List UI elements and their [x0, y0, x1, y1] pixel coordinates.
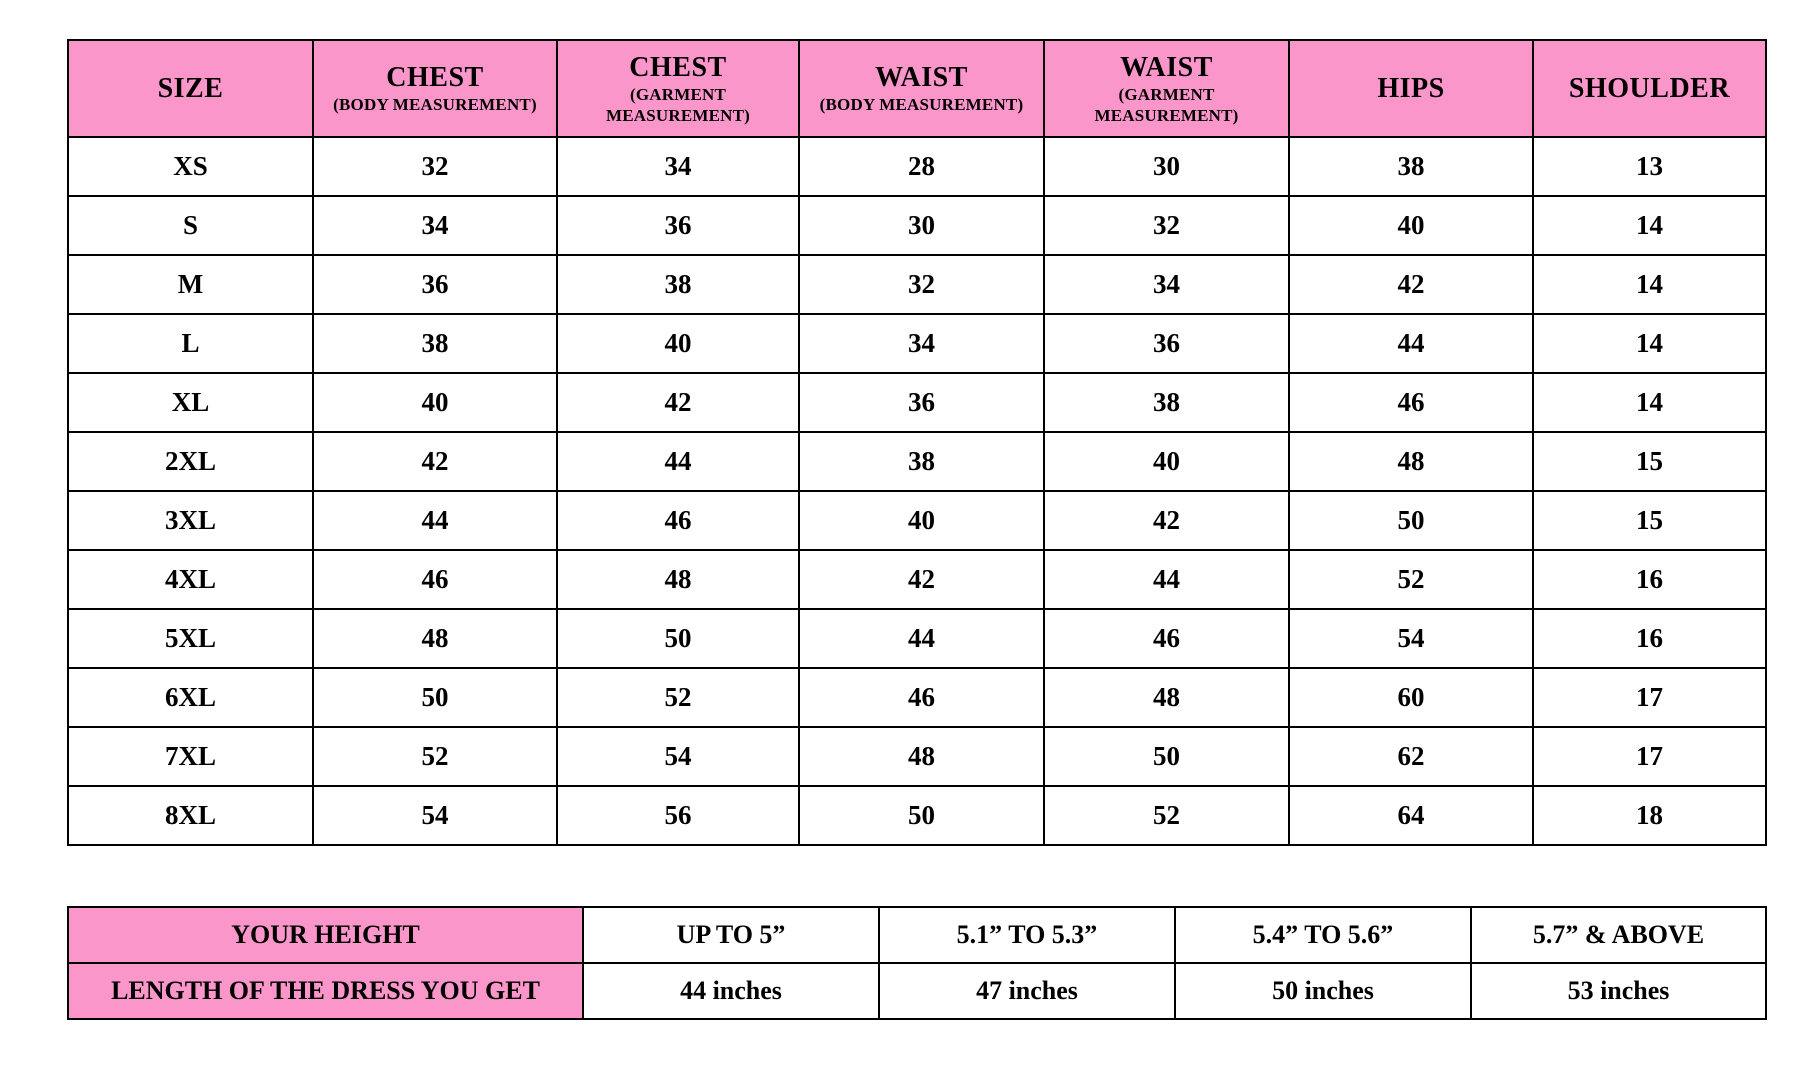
waist-garment-cell: 36	[1044, 314, 1289, 373]
shoulder-cell: 14	[1533, 373, 1766, 432]
waist-body-cell: 42	[799, 550, 1044, 609]
shoulder-cell: 16	[1533, 550, 1766, 609]
shoulder-cell: 14	[1533, 314, 1766, 373]
chest-garment-cell: 54	[557, 727, 799, 786]
hips-cell: 52	[1289, 550, 1533, 609]
waist-body-cell: 32	[799, 255, 1044, 314]
hips-cell: 44	[1289, 314, 1533, 373]
table-row-xs	[68, 137, 1766, 196]
waist-garment-cell: 52	[1044, 786, 1289, 845]
header-waist-body	[799, 40, 1044, 137]
chest-garment-cell: 38	[557, 255, 799, 314]
table-row-m	[68, 255, 1766, 314]
waist-body-cell: 28	[799, 137, 1044, 196]
chest-garment-cell: 34	[557, 137, 799, 196]
header-chest-body-label: CHEST	[386, 62, 484, 93]
size-label: XS	[68, 137, 313, 196]
chest-body-cell: 42	[313, 432, 557, 491]
waist-body-cell: 46	[799, 668, 1044, 727]
waist-body-cell: 40	[799, 491, 1044, 550]
waist-garment-cell: 34	[1044, 255, 1289, 314]
chest-body-cell: 38	[313, 314, 557, 373]
table-row-4xl	[68, 550, 1766, 609]
size-label: XL	[68, 373, 313, 432]
size-label: 6XL	[68, 668, 313, 727]
height-range-cell: 5.4” TO 5.6”	[1175, 907, 1471, 963]
shoulder-cell: 13	[1533, 137, 1766, 196]
chest-body-cell: 40	[313, 373, 557, 432]
waist-garment-cell: 46	[1044, 609, 1289, 668]
waist-garment-cell: 38	[1044, 373, 1289, 432]
waist-body-cell: 44	[799, 609, 1044, 668]
header-waist-garment	[1044, 40, 1289, 137]
chest-garment-cell: 48	[557, 550, 799, 609]
chest-body-cell: 46	[313, 550, 557, 609]
shoulder-cell: 15	[1533, 432, 1766, 491]
chest-garment-cell: 42	[557, 373, 799, 432]
header-hips	[1289, 40, 1533, 137]
chest-garment-cell: 52	[557, 668, 799, 727]
dress-length-cell: 44 inches	[583, 963, 879, 1019]
dress-length-cell: 47 inches	[879, 963, 1175, 1019]
size-label: M	[68, 255, 313, 314]
chest-garment-cell: 56	[557, 786, 799, 845]
size-label: 7XL	[68, 727, 313, 786]
size-label: S	[68, 196, 313, 255]
header-size-label: SIZE	[157, 72, 224, 104]
header-waist-body-label: WAIST	[875, 62, 968, 93]
table-row-8xl	[68, 786, 1766, 845]
shoulder-cell: 18	[1533, 786, 1766, 845]
header-size	[68, 40, 313, 137]
height-range-cell: 5.1” TO 5.3”	[879, 907, 1175, 963]
chest-body-cell: 36	[313, 255, 557, 314]
table-row-6xl	[68, 668, 1766, 727]
header-chest-body	[313, 40, 557, 137]
height-range-cell: UP TO 5”	[583, 907, 879, 963]
hips-cell: 60	[1289, 668, 1533, 727]
table-row-5xl	[68, 609, 1766, 668]
table-row-l	[68, 314, 1766, 373]
waist-garment-cell: 32	[1044, 196, 1289, 255]
hips-cell: 48	[1289, 432, 1533, 491]
table-row-s	[68, 196, 1766, 255]
size-label: 2XL	[68, 432, 313, 491]
dress-length-cell: 50 inches	[1175, 963, 1471, 1019]
hips-cell: 42	[1289, 255, 1533, 314]
waist-garment-cell: 44	[1044, 550, 1289, 609]
hips-cell: 46	[1289, 373, 1533, 432]
height-row	[68, 907, 1766, 963]
shoulder-cell: 14	[1533, 196, 1766, 255]
chest-body-cell: 50	[313, 668, 557, 727]
chest-body-cell: 52	[313, 727, 557, 786]
table-row-7xl	[68, 727, 1766, 786]
dress-length-label: LENGTH OF THE DRESS YOU GET	[68, 963, 583, 1019]
waist-garment-cell: 50	[1044, 727, 1289, 786]
header-chest-body-sublabel: (BODY MEASUREMENT)	[333, 95, 537, 114]
header-chest-garment-sublabel: (GARMENT MEASUREMENT)	[605, 84, 751, 125]
dress-length-table	[67, 906, 1767, 1020]
waist-garment-cell: 42	[1044, 491, 1289, 550]
chest-body-cell: 54	[313, 786, 557, 845]
chest-body-cell: 32	[313, 137, 557, 196]
hips-cell: 62	[1289, 727, 1533, 786]
chest-garment-cell: 36	[557, 196, 799, 255]
size-label: 5XL	[68, 609, 313, 668]
hips-cell: 40	[1289, 196, 1533, 255]
shoulder-cell: 17	[1533, 668, 1766, 727]
chest-garment-cell: 50	[557, 609, 799, 668]
waist-body-cell: 38	[799, 432, 1044, 491]
waist-garment-cell: 48	[1044, 668, 1289, 727]
table-row-xl	[68, 373, 1766, 432]
size-label: 4XL	[68, 550, 313, 609]
waist-body-cell: 36	[799, 373, 1044, 432]
shoulder-cell: 15	[1533, 491, 1766, 550]
size-label: 3XL	[68, 491, 313, 550]
header-shoulder	[1533, 40, 1766, 137]
your-height-label: YOUR HEIGHT	[68, 907, 583, 963]
header-waist-body-sublabel: (BODY MEASUREMENT)	[819, 95, 1024, 114]
height-range-cell: 5.7” & ABOVE	[1471, 907, 1766, 963]
dress-length-cell: 53 inches	[1471, 963, 1766, 1019]
header-waist-garment-sublabel: (GARMENT MEASUREMENT)	[1094, 84, 1239, 125]
chest-garment-cell: 44	[557, 432, 799, 491]
shoulder-cell: 14	[1533, 255, 1766, 314]
chest-garment-cell: 46	[557, 491, 799, 550]
hips-cell: 50	[1289, 491, 1533, 550]
header-chest-garment	[557, 40, 799, 137]
waist-body-cell: 48	[799, 727, 1044, 786]
hips-cell: 54	[1289, 609, 1533, 668]
waist-garment-cell: 40	[1044, 432, 1289, 491]
size-label: L	[68, 314, 313, 373]
header-waist-garment-label: WAIST	[1120, 51, 1213, 83]
chest-body-cell: 44	[313, 491, 557, 550]
table-row-3xl	[68, 491, 1766, 550]
size-chart-table	[67, 39, 1767, 846]
waist-body-cell: 30	[799, 196, 1044, 255]
shoulder-cell: 16	[1533, 609, 1766, 668]
waist-body-cell: 50	[799, 786, 1044, 845]
size-label: 8XL	[68, 786, 313, 845]
waist-garment-cell: 30	[1044, 137, 1289, 196]
shoulder-cell: 17	[1533, 727, 1766, 786]
size-chart-header-row	[68, 40, 1766, 137]
header-hips-label: HIPS	[1377, 72, 1445, 104]
hips-cell: 38	[1289, 137, 1533, 196]
chest-body-cell: 34	[313, 196, 557, 255]
hips-cell: 64	[1289, 786, 1533, 845]
header-chest-garment-label: CHEST	[629, 51, 727, 83]
chest-body-cell: 48	[313, 609, 557, 668]
chest-garment-cell: 40	[557, 314, 799, 373]
table-row-2xl	[68, 432, 1766, 491]
waist-body-cell: 34	[799, 314, 1044, 373]
header-shoulder-label: SHOULDER	[1568, 72, 1731, 104]
dress-length-row	[68, 963, 1766, 1019]
